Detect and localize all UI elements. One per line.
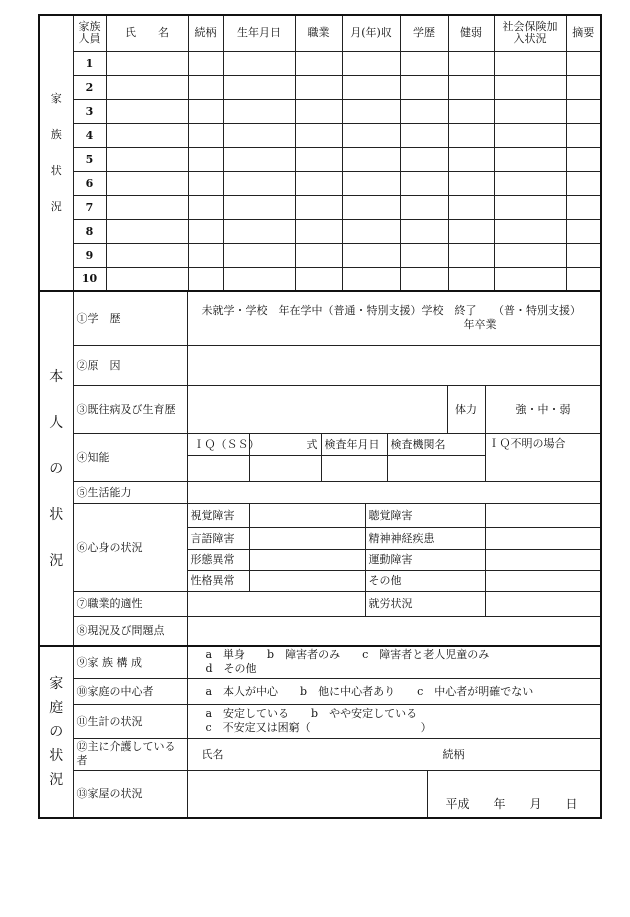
housing-field[interactable]: [187, 770, 427, 818]
name-cell[interactable]: [106, 99, 188, 123]
composition-options[interactable]: a 単身 b 障害者のみ c 障害者と老人児童のみ d その他: [187, 646, 601, 678]
formula-value[interactable]: [249, 455, 321, 481]
row-number: 8: [73, 219, 106, 243]
composition-label: ⑨家 族 構 成: [73, 646, 187, 678]
iq-label: ＩＱ（ＳＳ）: [187, 433, 249, 455]
name-cell[interactable]: [106, 243, 188, 267]
name-cell[interactable]: [106, 171, 188, 195]
name-cell[interactable]: [106, 123, 188, 147]
name-cell[interactable]: [106, 195, 188, 219]
row-number: 6: [73, 171, 106, 195]
living-label: ⑤生活能力: [73, 481, 187, 503]
mind-body-item: 形態異常: [187, 549, 249, 570]
header-members: 家族人員: [73, 15, 106, 51]
caregiver-relation-label: 続柄: [442, 747, 465, 761]
cause-label: ②原 因: [73, 345, 187, 385]
living-field[interactable]: [187, 481, 601, 503]
header-remarks: 摘要: [566, 15, 601, 51]
name-cell[interactable]: [106, 267, 188, 291]
header-health: 健弱: [448, 15, 494, 51]
name-cell[interactable]: [106, 147, 188, 171]
exam-date-label: 検査年月日: [321, 433, 387, 455]
report-date[interactable]: 平成 年 月 日: [427, 770, 601, 818]
history-label: ③既往病及び生育歴: [73, 385, 187, 433]
housing-label: ⑬家屋の状況: [73, 770, 187, 818]
row-number: 10: [73, 267, 106, 291]
name-cell[interactable]: [106, 51, 188, 75]
vocational-label: ⑦職業的適性: [73, 591, 187, 616]
mind-body-item: その他: [365, 570, 485, 591]
iq-unknown-field[interactable]: ＩＱ不明の場合: [485, 433, 601, 481]
header-income: 月(年)収: [342, 15, 400, 51]
header-occupation: 職業: [295, 15, 342, 51]
row-number: 5: [73, 147, 106, 171]
header-education: 学歴: [400, 15, 448, 51]
intelligence-label: ④知能: [73, 433, 187, 481]
mind-body-item: 聴覚障害: [365, 503, 485, 527]
mind-body-item: 言語障害: [187, 527, 249, 549]
header-name: 氏 名: [106, 15, 188, 51]
education-options[interactable]: 未就学・学校 年在学中（普通・特別支援）学校 終了 （普・特別支援） 年卒業: [187, 291, 601, 345]
header-relation: 続柄: [188, 15, 223, 51]
problems-label: ⑧現況及び問題点: [73, 616, 187, 646]
formula-label: 式: [249, 433, 321, 455]
mind-body-item: 視覚障害: [187, 503, 249, 527]
row-number: 1: [73, 51, 106, 75]
mind-body-item: 運動障害: [365, 549, 485, 570]
household-section: [38, 645, 602, 819]
center-options[interactable]: a 本人が中心 b 他に中心者あり c 中心者が明確でない: [187, 678, 601, 704]
caregiver-name-label: 氏名: [201, 747, 224, 761]
name-cell[interactable]: [106, 75, 188, 99]
row-number: 4: [73, 123, 106, 147]
exam-date-value[interactable]: [321, 455, 387, 481]
work-status-field[interactable]: [485, 591, 601, 616]
header-insurance: 社会保険加入状況: [494, 15, 566, 51]
cause-field[interactable]: [187, 345, 601, 385]
problems-field[interactable]: [187, 616, 601, 646]
caregiver-label: ⑫主に介護している者: [73, 738, 187, 770]
family-section: [38, 14, 602, 292]
center-label: ⑩家庭の中心者: [73, 678, 187, 704]
caregiver-field[interactable]: [187, 738, 601, 770]
form-sheet: [38, 14, 600, 819]
stamina-options[interactable]: 強・中・弱: [485, 385, 601, 433]
mind-body-item: 性格異常: [187, 570, 249, 591]
household-section-label: 家 庭 の 状 況: [39, 646, 73, 818]
family-section-label: 家 族 状 況: [39, 15, 73, 291]
finance-options[interactable]: a 安定している b やや安定している c 不安定又は困窮（ ）: [187, 704, 601, 738]
iq-value[interactable]: [187, 455, 249, 481]
row-number: 2: [73, 75, 106, 99]
person-section-label: 本 人 の 状 況: [39, 291, 73, 646]
row-number: 7: [73, 195, 106, 219]
stamina-label: 体力: [447, 385, 485, 433]
history-field[interactable]: [187, 385, 447, 433]
education-label: ①学 歴: [73, 291, 187, 345]
row-number: 9: [73, 243, 106, 267]
exam-org-label: 検査機関名: [387, 433, 485, 455]
exam-org-value[interactable]: [387, 455, 485, 481]
row-number: 3: [73, 99, 106, 123]
vocational-field[interactable]: [187, 591, 365, 616]
work-status-label: 就労状況: [365, 591, 485, 616]
header-birthdate: 生年月日: [223, 15, 295, 51]
mind-body-item: 精神神経疾患: [365, 527, 485, 549]
mind-body-label: ⑥心身の状況: [73, 503, 187, 591]
person-section: [38, 290, 602, 647]
finance-label: ⑪生計の状況: [73, 704, 187, 738]
name-cell[interactable]: [106, 219, 188, 243]
